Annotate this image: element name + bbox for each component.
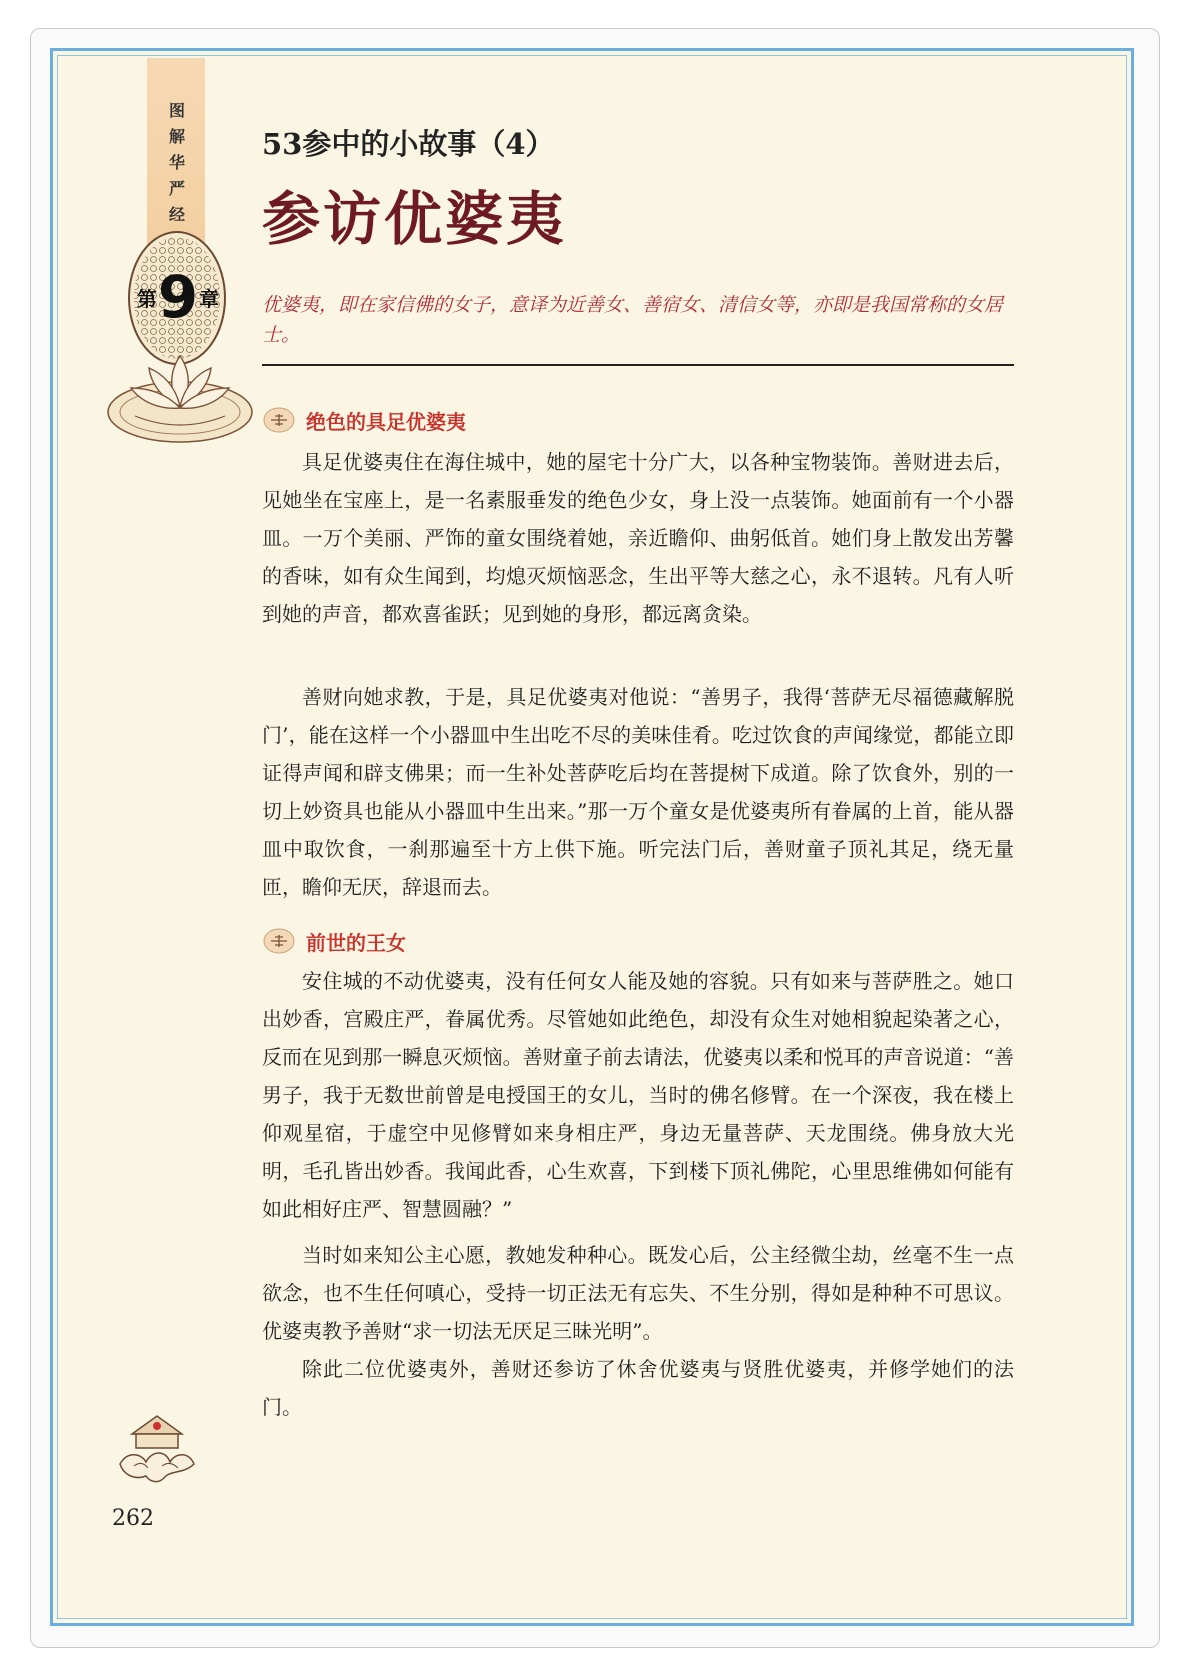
section-title: 绝色的具足优婆夷 xyxy=(306,409,466,434)
lotus-icon xyxy=(105,342,255,448)
section-heading-1 xyxy=(262,404,466,436)
divider xyxy=(262,364,1014,366)
section-title: 前世的王女 xyxy=(306,930,406,955)
paragraph: 安住城的不动优婆夷，没有任何女人能及她的容貌。只有如来与菩萨胜之。她口出妙香，宫殿庄严，眷属优秀。尽管她如此绝色，却没有众生对她相貌起染著之心，反而在见到那一瞬息灭烦恼。善财童子前去请法，优婆夷以柔和悦耳的声音说道：“善男子，我于无数世前曾是电授国王的女儿，当时的佛名修臂。在一个深夜，我在楼上仰观星宿，于虚空中见修臂如来身相庄严，身边无量菩萨、天龙围绕。佛身放大光明，毛孔皆出妙香。我闻此香，心生欢喜，下到楼下顶礼佛陀，心里思维佛如何能有如此相好庄严、智慧圆融？” xyxy=(262,969,1014,1221)
chapter-label xyxy=(130,262,226,332)
section-bullet-icon xyxy=(262,406,296,434)
page-number: 262 xyxy=(112,1506,154,1531)
intro-text: 优婆夷，即在家信佛的女子，意译为近善女、善宿女、清信女等，亦即是我国常称的女居士。 xyxy=(262,294,1004,346)
paragraph: 当时如来知公主心愿，教她发种种心。既发心后，公主经微尘劫，丝毫不生一点欲念，也不生任何嗔心，受持一切正法无有忘失、不生分别，得如是种种不可思议。优婆夷教予善财“求一切法无厌足三昧光明”。 xyxy=(262,1243,1014,1343)
chapter-suffix: 章 xyxy=(199,286,220,311)
ornament-icon xyxy=(112,1404,202,1488)
paragraph: 善财向她求教，于是，具足优婆夷对他说：“善男子，我得‘菩萨无尽福德藏解脱门’，能在这样一个小器皿中生出吃不尽的美味佳肴。吃过饮食的声闻缘觉，都能立即证得声闻和辟支佛果；而一生补处菩萨吃后均在菩提树下成道。除了饮食外，别的一切上妙资具也能从小器皿中生出来。”那一万个童女是优婆夷所有眷属的上首，能从器皿中取饮食，一刹那遍至十方上供下施。听完法门后，善财童子顶礼其足，绕无量匝，瞻仰无厌，辞退而去。 xyxy=(262,685,1014,899)
chapter-number: 9 xyxy=(157,263,199,331)
section-bullet-icon xyxy=(262,927,296,955)
chapter-prefix: 第 xyxy=(136,286,157,311)
paragraph: 具足优婆夷住在海住城中，她的屋宅十分广大，以各种宝物装饰。善财进去后，见她坐在宝座上，是一名素服垂发的绝色少女，身上没一点装饰。她面前有一个小器皿。一万个美丽、严饰的童女围绕着她，亲近瞻仰、曲躬低首。她们身上散发出芳馨的香味，如有众生闻到，均熄灭烦恼恶念，生出平等大慈之心，永不退转。凡有人听到她的声音，都欢喜雀跃；见到她的身形，都远离贪染。 xyxy=(262,450,1014,626)
page-title: 参访优婆夷 xyxy=(262,185,568,253)
book-title-vertical: 图解华严经 xyxy=(168,101,185,224)
page-subtitle: 53参中的小故事（4） xyxy=(262,127,555,161)
paragraph: 除此二位优婆夷外，善财还参访了休舍优婆夷与贤胜优婆夷，并修学她们的法门。 xyxy=(262,1357,1014,1419)
section-heading-2 xyxy=(262,925,406,957)
